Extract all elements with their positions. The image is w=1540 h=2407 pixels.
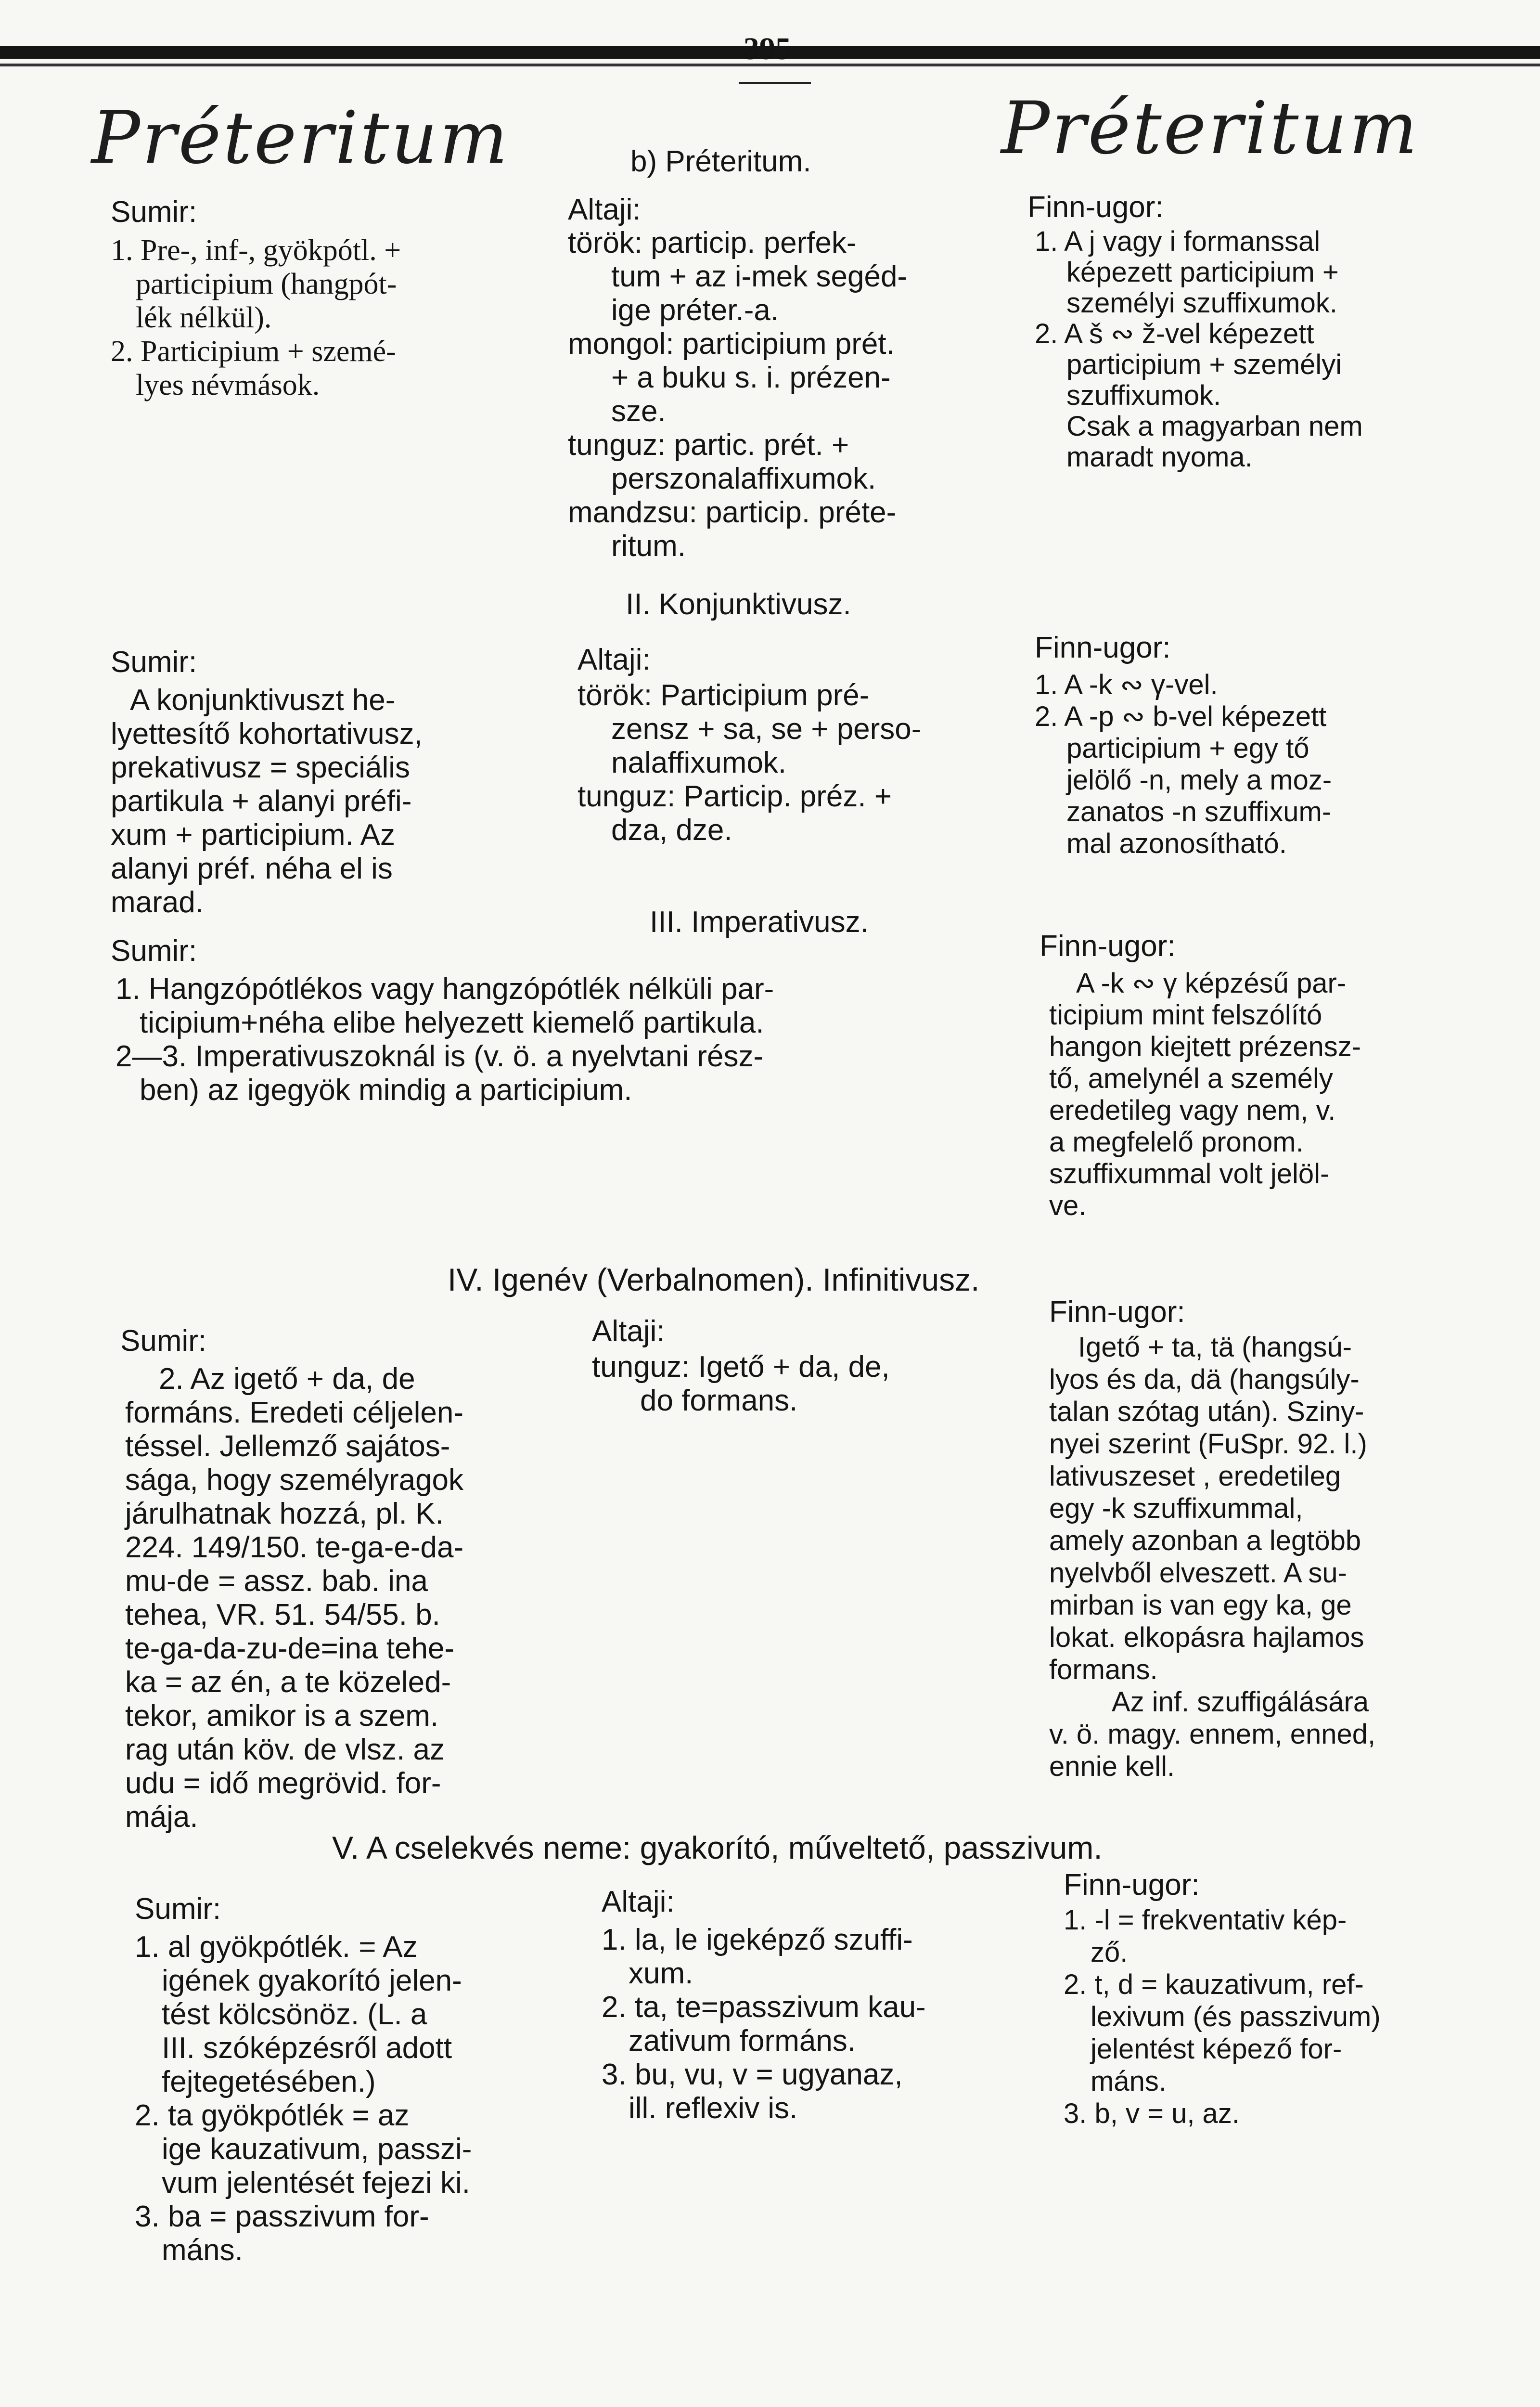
sumir4-line: formáns. Eredeti céljelen- [125,1396,463,1429]
page-number-underline [739,82,811,84]
finn1-block [1035,226,1363,473]
handwritten-title-right: Préteritum [1001,87,1420,170]
section-iii-title: III. Imperativusz. [650,906,869,939]
sumir4-line: te-ga-da-zu-de=ina tehe- [125,1632,455,1665]
finn1-line: Csak a magyarban nem [1066,411,1363,442]
finn2-label: Finn-ugor: [1035,631,1171,664]
altaji2-line: nalaffixumok. [611,746,787,779]
finn1-line: szuffixumok. [1066,380,1221,411]
sumir5-line: 2. ta gyökpótlék = az [135,2099,410,2132]
sumir2-block [111,684,423,919]
section-v-title: V. A cselekvés neme: gyakorító, műveltető, passzivum. [332,1830,1103,1865]
altaji1-line: perszonalaffixumok. [611,462,876,495]
finn5-line: 3. b, v = u, az. [1064,2098,1240,2129]
finn3-block [1049,968,1361,1222]
sumir3-line: ben) az igegyök mindig a participium. [140,1074,632,1107]
finn2-line: mal azonosítható. [1066,828,1287,859]
finn3-line: ve. [1049,1190,1087,1221]
sumir4-line: mu-de = assz. bab. ina [125,1565,428,1598]
finn3-label: Finn-ugor: [1040,930,1176,963]
altaji5-label: Altaji: [602,1885,675,1918]
sumir2-line: A konjunktivuszt he- [130,684,396,717]
altaji1-line: török: particip. perfek- [568,226,857,259]
finn4-line: lokat. elkopásra hajlamos [1049,1622,1364,1653]
finn2-line: zanatos -n szuffixum- [1066,796,1332,828]
finn3-line: eredetileg vagy nem, v. [1049,1095,1336,1126]
finn3-line: hangon kiejtett prézensz- [1049,1031,1361,1062]
finn3-line: ticipium mint felszólító [1049,999,1322,1031]
sumir4-line: járulhatnak hozzá, pl. K. [125,1497,444,1530]
finn5-block [1064,1904,1381,2130]
finn4-line: talan szótag után). Sziny- [1049,1396,1364,1427]
altaji1-line: tum + az i-mek segéd- [611,260,908,293]
altaji1-line: tunguz: partic. prét. + [568,428,849,462]
finn5-line: ző. [1091,1937,1128,1968]
sumir2-line: lyettesítő kohortativusz, [111,717,423,751]
sumir2-line: marad. [111,886,204,919]
sumir3-line: ticipium+néha elibe helyezett kiemelő partikula. [140,1006,764,1039]
finn5-line: jelentést képező for- [1091,2033,1342,2065]
sumir1-line: lyes névmások. [136,369,320,401]
sumir4-line: téssel. Jellemző sajátos- [125,1430,450,1463]
altaji5-line: 3. bu, vu, v = ugyanaz, [602,2058,903,2091]
altaji2-line: zensz + sa, se + perso- [611,712,922,746]
altaji2-block [578,679,921,847]
altaji2-line: dza, dze. [611,814,732,847]
section-ii-title: II. Konjunktivusz. [626,588,851,621]
sumir4-label: Sumir: [120,1324,207,1358]
finn4-line: mirban is van egy ka, ge [1049,1590,1352,1621]
altaji1-line: sze. [611,395,666,428]
finn1-line: maradt nyoma. [1066,441,1253,473]
sumir4-block [125,1362,463,1834]
finn4-line: amely azonban a legtöbb [1049,1525,1361,1556]
finn4-line: egy -k szuffixummal, [1049,1493,1303,1524]
finn2-line: jelölő -n, mely a moz- [1066,764,1332,796]
page-number: 395 [744,31,791,66]
finn1-label: Finn-ugor: [1027,191,1164,224]
handwritten-title-left: Préteritum [91,96,510,180]
sumir5-line: ige kauzativum, passzi- [162,2133,472,2166]
section-iv-title: IV. Igenév (Verbalnomen). Infinitivusz. [448,1262,980,1297]
altaji1-line: ritum. [611,530,686,563]
finn2-line: participium + egy tő [1066,733,1309,764]
finn3-line: a megfelelő pronom. [1049,1126,1304,1158]
finn1-line: személyi szuffixumok. [1066,287,1337,319]
sumir4-line: 224. 149/150. te-ga-e-da- [125,1531,464,1564]
sumir3-line: 2—3. Imperativuszoknál is (v. ö. a nyelvtani rész- [116,1040,764,1073]
finn4-line: lativuszeset , eredetileg [1049,1461,1341,1492]
sumir2-line: xum + participium. Az [111,818,395,852]
finn4-line: lyos és da, dä (hangsúly- [1049,1364,1360,1395]
finn5-line: lexivum (és passzivum) [1091,2001,1381,2032]
altaji1-block [568,226,907,563]
sumir5-line: máns. [162,2234,243,2267]
finn1-line: képezett participium + [1066,257,1339,288]
finn3-line: szuffixummal volt jelöl- [1049,1158,1330,1190]
sumir1-line: 1. Pre-, inf-, gyökpótl. + [111,234,401,267]
sumir5-line: 3. ba = passzivum for- [135,2200,429,2233]
altaji5-line: 2. ta, te=passzivum kau- [602,1991,926,2024]
finn1-line: 1. A j vagy i formanssal [1035,226,1321,257]
altaji5-block [602,1923,926,2125]
finn4-block [1049,1331,1375,1783]
sumir4-line: udu = idő megrövid. for- [125,1767,441,1800]
sumir1-line: lék nélkül). [136,301,272,334]
finn4-line: Az inf. szuffigálására [1112,1686,1369,1718]
altaji4-block [592,1350,890,1418]
finn3-line: A -k ∾ γ képzésű par- [1076,968,1347,999]
sumir5-line: 1. al gyökpótlék. = Az [135,1930,418,1964]
finn5-label: Finn-ugor: [1064,1868,1200,1902]
sumir4-line: rag után köv. de vlsz. az [125,1733,445,1766]
finn5-line: 2. t, d = kauzativum, ref- [1064,1969,1364,2000]
finn5-line: 1. -l = frekventativ kép- [1064,1904,1347,1936]
finn4-line: nyei szerint (FuSpr. 92. l.) [1049,1428,1367,1460]
sumir4-line: tekor, amikor is a szem. [125,1699,439,1733]
altaji5-line: 1. la, le igeképző szuffi- [602,1923,913,1956]
altaji1-line: + a buku s. i. prézen- [611,361,891,394]
finn4-line: ennie kell. [1049,1751,1175,1782]
sumir1-line: participium (hangpót- [136,268,397,300]
finn4-line: Igető + ta, tä (hangsú- [1078,1332,1352,1363]
altaji2-line: tunguz: Particip. préz. + [578,780,892,813]
altaji2-label: Altaji: [578,643,651,676]
finn5-line: máns. [1091,2066,1167,2097]
altaji2-line: török: Participium pré- [578,679,870,712]
altaji4-line: do formans. [640,1384,798,1417]
altaji5-line: xum. [629,1957,693,1990]
altaji5-line: zativum formáns. [629,2024,856,2058]
sumir2-label: Sumir: [111,646,197,679]
sumir4-line: ka = az én, a te közeled- [125,1666,451,1699]
sumir5-line: igének gyakorító jelen- [162,1964,462,1997]
sumir3-label: Sumir: [111,934,197,968]
sumir5-line: tést kölcsönöz. (L. a [162,1998,427,2031]
finn4-line: v. ö. magy. ennem, enned, [1049,1719,1376,1750]
altaji1-label: Altaji: [568,193,641,226]
sumir5-line: fejtegetésében.) [162,2065,376,2098]
section-b-title: b) Préteritum. [630,145,811,178]
altaji1-line: ige préter.-a. [611,294,779,327]
finn1-line: participium + személyi [1066,349,1342,380]
sumir4-line: sága, hogy személyragok [125,1463,464,1497]
sumir4-line: mája. [125,1800,198,1834]
altaji4-line: tunguz: Igető + da, de, [592,1350,890,1384]
altaji1-line: mandzsu: particip. préte- [568,496,897,529]
sumir3-line: 1. Hangzópótlékos vagy hangzópótlék nélküli par- [116,972,774,1006]
sumir4-line: tehea, VR. 51. 54/55. b. [125,1598,440,1631]
finn4-line: nyelvből elveszett. A su- [1049,1557,1347,1589]
sumir2-line: alanyi préf. néha el is [111,852,393,885]
altaji1-line: mongol: participium prét. [568,327,895,361]
sumir2-line: prekativusz = speciális [111,751,410,784]
finn4-label: Finn-ugor: [1049,1295,1185,1329]
sumir1-line: 2. Participium + szemé- [111,335,396,368]
sumir5-label: Sumir: [135,1892,221,1926]
altaji4-label: Altaji: [592,1315,665,1348]
finn2-block [1035,669,1332,860]
sumir4-line: 2. Az igető + da, de [159,1362,415,1396]
sumir2-line: partikula + alanyi préfi- [111,785,412,818]
sumir1-label: Sumir: [111,195,197,229]
sumir1-block [111,233,401,402]
sumir5-line: vum jelentését fejezi ki. [162,2166,470,2200]
finn4-line: formans. [1049,1654,1158,1685]
finn2-line: 2. A -p ∾ b-vel képezett [1035,701,1327,732]
altaji5-line: ill. reflexiv is. [629,2092,798,2125]
finn2-line: 1. A -k ∾ γ-vel. [1035,669,1218,700]
sumir5-block [135,1930,472,2267]
finn1-line: 2. A š ∾ ž-vel képezett [1035,318,1314,349]
finn3-line: tő, amelynél a személy [1049,1063,1333,1094]
sumir3-block [116,972,774,1107]
sumir5-line: III. szóképzésről adott [162,2032,452,2065]
